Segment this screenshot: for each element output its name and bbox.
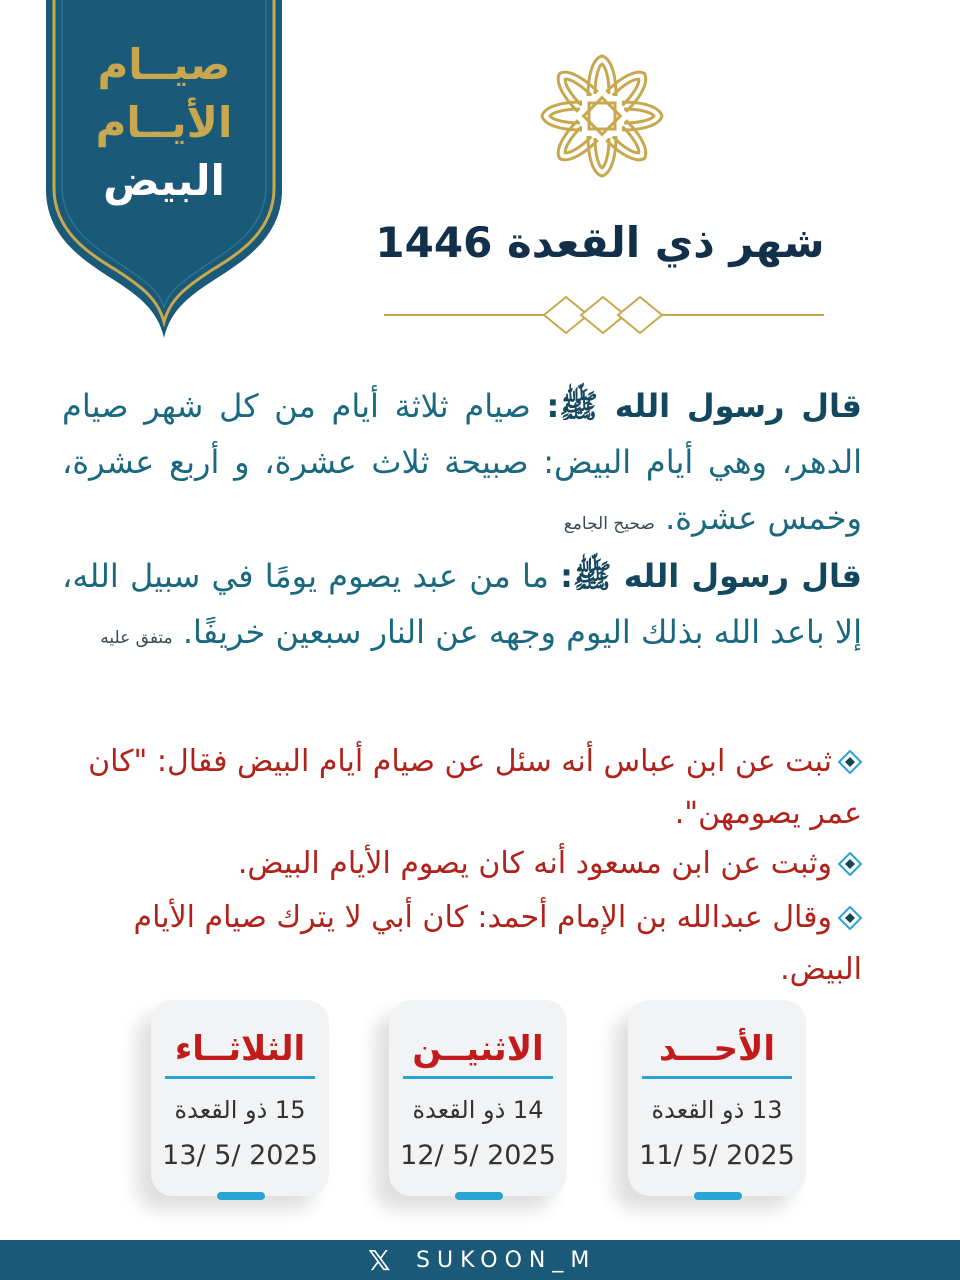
hadith-text: ما من عبد يصوم يومًا في سبيل الله، إلا باعد الله بذلك اليوم وجهه عن النار سبعين خريفًا. xyxy=(62,557,862,651)
islamic-ornament-icon xyxy=(538,52,666,180)
day-name: الأحـــد xyxy=(659,1029,775,1069)
hadith-paragraph xyxy=(62,548,862,666)
card-tab xyxy=(455,1192,503,1200)
footer-bar xyxy=(0,1240,960,1280)
athar-item xyxy=(62,838,862,890)
hijri-date: 13 ذو القعدة xyxy=(651,1096,783,1124)
hadith-lead: قال رسول الله ﷺ: xyxy=(546,387,862,425)
banner-line-1: صيــام xyxy=(97,40,231,89)
hadith-paragraph xyxy=(62,378,862,552)
banner-line-3: البيض xyxy=(103,156,225,205)
day-card xyxy=(628,1000,806,1196)
athar-text: وقال عبدالله بن الإمام أحمد: كان أبي لا يترك صيام الأيام البيض. xyxy=(133,900,862,987)
day-underline xyxy=(165,1076,315,1079)
hijri-date: 15 ذو القعدة xyxy=(174,1096,306,1124)
athar-text: وثبت عن ابن مسعود أنه كان يصوم الأيام البيض. xyxy=(237,846,832,881)
day-card xyxy=(151,1000,329,1196)
hadith-source: صحيح الجامع xyxy=(563,514,655,534)
diamond-bullet-icon xyxy=(838,906,862,930)
card-tab xyxy=(217,1192,265,1200)
hadith-source: متفق عليه xyxy=(100,628,173,648)
day-name: الثلاثــاء xyxy=(174,1029,306,1069)
banner-line-2: الأيــام xyxy=(95,98,233,147)
athar-item xyxy=(62,736,862,840)
day-underline xyxy=(403,1076,553,1079)
diamond-bullet-icon xyxy=(838,852,862,876)
x-logo-icon[interactable]: 𝕏 xyxy=(368,1244,391,1277)
gregorian-date: 2025 /5 /13 xyxy=(162,1140,318,1171)
social-handle[interactable]: SUKOON_M xyxy=(416,1248,597,1273)
gregorian-date: 2025 /5 /11 xyxy=(639,1140,795,1171)
card-tab xyxy=(694,1192,742,1200)
athar-item xyxy=(62,892,862,996)
month-title: شهر ذي القعدة 1446 xyxy=(375,218,825,267)
hadith-text: صيام ثلاثة أيام من كل شهر صيام الدهر، وهي أيام البيض: صبيحة ثلاث عشرة، و أربع عشرة، وخمس عشرة. xyxy=(62,387,862,537)
hijri-date: 14 ذو القعدة xyxy=(412,1096,544,1124)
diamond-bullet-icon xyxy=(838,750,862,774)
day-name: الاثنيــن xyxy=(412,1029,544,1069)
day-card xyxy=(389,1000,567,1196)
hadith-lead: قال رسول الله ﷺ: xyxy=(560,557,863,595)
day-underline xyxy=(642,1076,792,1079)
ornamental-divider xyxy=(384,294,824,336)
banner-text xyxy=(46,36,282,210)
athar-text: ثبت عن ابن عباس أنه سئل عن صيام أيام البيض فقال: "كان عمر يصومهن". xyxy=(88,744,862,831)
gregorian-date: 2025 /5 /12 xyxy=(400,1140,556,1171)
